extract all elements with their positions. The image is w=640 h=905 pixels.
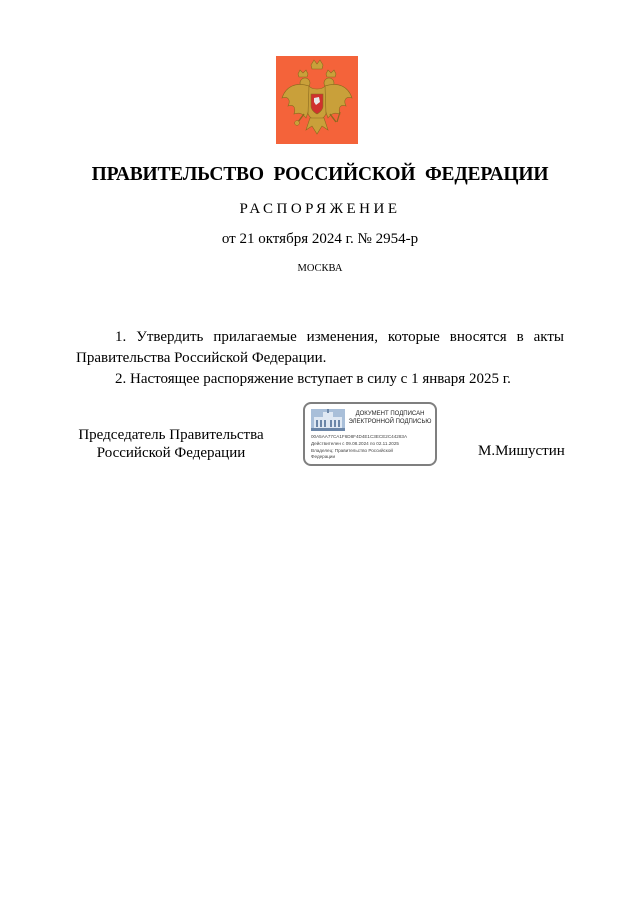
document-type: РАСПОРЯЖЕНИЕ — [239, 201, 401, 217]
paragraph-1: 1. Утвердить прилагаемые изменения, которые вносятся в акты Правительства Российской Федерации. — [76, 329, 564, 366]
coat-of-arms-emblem — [276, 56, 358, 144]
electronic-signature-stamp — [303, 402, 437, 466]
stamp-validity: Действителен с 09.08.2024 по 02.11.2025 — [311, 441, 399, 446]
signer-position-line-1: Председатель Правительства — [78, 427, 264, 443]
stamp-logo — [311, 409, 345, 431]
document-date-number: от 21 октября 2024 г. № 2954-р — [221, 231, 419, 247]
government-building-icon — [311, 409, 345, 431]
paragraph-2: 2. Настоящее распоряжение вступает в силу с 1 января 2025 г. — [115, 371, 511, 387]
government-title: ПРАВИТЕЛЬСТВО РОССИЙСКОЙ ФЕДЕРАЦИИ — [91, 164, 549, 185]
signer-position-line-2: Российской Федерации — [96, 445, 246, 461]
stamp-certificate: 00A5AA77CA1F6D8F4D4E1C3ECE2C44283A — [311, 434, 408, 439]
document-city: МОСКВА — [297, 263, 343, 274]
stamp-title — [345, 410, 435, 426]
signer-name: М.Мишустин — [478, 443, 565, 459]
stamp-title-line-1: ДОКУМЕНТ ПОДПИСАН — [355, 411, 425, 417]
document-body — [76, 327, 564, 390]
signer-position — [76, 426, 266, 462]
russian-coat-of-arms-icon — [276, 56, 358, 144]
stamp-title-line-2: ЭЛЕКТРОННОЙ ПОДПИСЬЮ — [348, 419, 432, 425]
stamp-owner-line-1: Владелец: Правительство Российской — [311, 448, 393, 453]
stamp-owner-line-2: Федерации — [311, 454, 336, 459]
